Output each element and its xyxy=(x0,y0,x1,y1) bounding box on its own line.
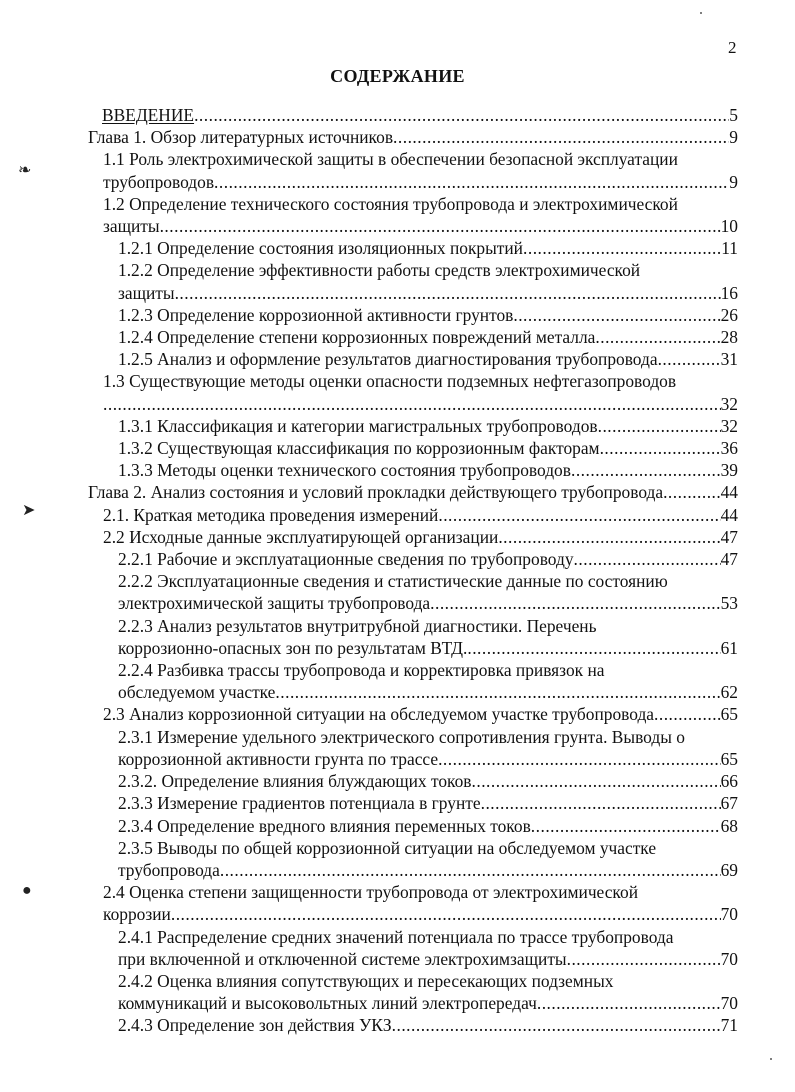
toc-entry-line xyxy=(118,304,738,326)
toc-entry-line xyxy=(118,548,738,570)
toc-entry[interactable] xyxy=(118,815,738,837)
dot-leader xyxy=(537,992,721,1014)
scan-mark-3: ● xyxy=(22,882,32,899)
toc-entry-line xyxy=(118,948,738,970)
toc-entry-page: 69 xyxy=(720,859,738,880)
toc-entry-page: 47 xyxy=(720,526,738,547)
toc-entry-page: 66 xyxy=(720,771,738,792)
dot-leader xyxy=(481,792,721,814)
toc-entry[interactable] xyxy=(102,104,738,126)
dot-leader xyxy=(194,104,729,126)
toc-entry-page: 26 xyxy=(720,304,738,325)
dot-leader xyxy=(574,548,721,570)
toc-entry[interactable] xyxy=(118,615,738,659)
toc-entry-line xyxy=(118,282,738,304)
toc-entry[interactable] xyxy=(118,548,738,570)
toc-entry-page: 65 xyxy=(720,704,738,725)
dot-leader xyxy=(498,526,720,548)
toc-entry[interactable] xyxy=(88,126,738,148)
toc-entry[interactable] xyxy=(118,259,738,303)
toc-entry-title: защиты xyxy=(118,282,175,303)
toc-entry-line xyxy=(103,903,738,925)
toc-entry-page: 11 xyxy=(721,238,738,259)
toc-entry-line xyxy=(118,748,738,770)
dot-leader xyxy=(531,815,721,837)
dot-leader xyxy=(467,637,720,659)
toc-entry[interactable] xyxy=(118,726,738,770)
toc-entry-line xyxy=(118,637,738,659)
toc-entry-title: 2.3.3 Измерение градиентов потенциала в грунте xyxy=(118,793,481,814)
toc-entry-title-first-line: 2.4.2 Оценка влияния сопутствующих и пересекающих подземных xyxy=(118,970,614,991)
toc-entry-page: 47 xyxy=(720,549,738,570)
toc-entry[interactable] xyxy=(118,659,738,703)
toc-entry[interactable] xyxy=(118,1014,738,1036)
toc-entry-title: 1.2.4 Определение степени коррозионных повреждений металла xyxy=(118,327,596,348)
toc-entry-line xyxy=(118,770,738,792)
toc-entry-title-first-line: 2.3.1 Измерение удельного электрического сопротивления грунта. Выводы о xyxy=(118,726,685,747)
dot-leader xyxy=(513,304,720,326)
toc-entry-title: 2.1. Краткая методика проведения измерений xyxy=(103,504,439,525)
dot-leader xyxy=(430,592,720,614)
toc-entry-title-first-line: 2.2.4 Разбивка трассы трубопровода и корректировка привязок на xyxy=(118,660,605,681)
toc-entry-title: 2.3.2. Определение влияния блуждающих токов xyxy=(118,771,472,792)
toc-entry-title-first-line: 1.2 Определение технического состояния трубопровода и электрохимической xyxy=(103,193,678,214)
toc-entry-title: трубопровода xyxy=(118,859,220,880)
toc-entry-page: 5 xyxy=(729,105,738,125)
toc-entry-page: 16 xyxy=(720,282,738,303)
toc-entry-page: 71 xyxy=(720,1015,738,1036)
toc-entry-page: 70 xyxy=(720,948,738,969)
scan-mark-1: ❧ xyxy=(18,162,32,179)
toc-entry-title: трубопроводов xyxy=(103,171,215,192)
toc-entry-line xyxy=(102,104,738,126)
toc-entry-title: 2.3.4 Определение вредного влияния переменных токов xyxy=(118,815,531,836)
toc-entry-page: 53 xyxy=(720,593,738,614)
scan-speck xyxy=(700,12,702,14)
toc-entry-line xyxy=(118,326,738,348)
toc-entry-title-first-line: 2.3.5 Выводы по общей коррозионной ситуации на обследуемом участке xyxy=(118,837,657,858)
toc-entry[interactable] xyxy=(118,970,738,1014)
toc-entry-line xyxy=(103,171,738,193)
toc-entry-line xyxy=(118,859,738,881)
toc-entry-line xyxy=(103,526,738,548)
toc-entry[interactable] xyxy=(118,459,738,481)
dot-leader xyxy=(472,770,721,792)
toc-entry-page: 32 xyxy=(720,415,738,436)
toc-entry-page: 61 xyxy=(720,637,738,658)
table-of-contents xyxy=(88,104,738,1037)
toc-entry[interactable] xyxy=(118,326,738,348)
toc-entry-line xyxy=(118,815,738,837)
toc-entry-line xyxy=(118,237,738,259)
toc-entry-title: коррозии xyxy=(103,904,171,925)
dot-leader xyxy=(663,481,721,503)
toc-entry[interactable] xyxy=(118,348,738,370)
toc-entry-line xyxy=(118,992,738,1014)
toc-entry[interactable] xyxy=(118,837,738,881)
toc-entry-page: 44 xyxy=(720,504,738,525)
toc-entry-title: при включенной и отключенной системе электрохимзащиты xyxy=(118,948,567,969)
toc-entry-title: коррозионной активности грунта по трассе xyxy=(118,748,439,769)
toc-entry[interactable] xyxy=(88,481,738,503)
toc-entry-title: ВВЕДЕНИЕ xyxy=(102,105,195,125)
toc-entry-page: 68 xyxy=(720,815,738,836)
toc-entry-line xyxy=(118,1014,738,1036)
toc-entry-page: 32 xyxy=(720,393,738,414)
dot-leader xyxy=(175,282,721,304)
toc-entry-title: электрохимической защиты трубопровода xyxy=(118,593,431,614)
page-number: 2 xyxy=(728,38,737,57)
dot-leader xyxy=(393,126,729,148)
toc-entry[interactable] xyxy=(118,570,738,614)
toc-entry-title-first-line: 1.1 Роль электрохимической защиты в обеспечении безопасной эксплуатации xyxy=(103,149,678,170)
toc-entry-title-first-line: 2.4.1 Распределение средних значений потенциала по трассе трубопровода xyxy=(118,926,674,947)
toc-entry-title: 2.2.1 Рабочие и эксплуатационные сведения по трубопроводу xyxy=(118,549,574,570)
toc-entry[interactable] xyxy=(103,370,738,414)
toc-entry-line xyxy=(103,504,738,526)
toc-entry-page: 67 xyxy=(720,793,738,814)
toc-entry-line xyxy=(118,348,738,370)
toc-entry-title: обследуемом участке xyxy=(118,682,276,703)
toc-entry-line xyxy=(118,437,738,459)
toc-entry-line xyxy=(118,681,738,703)
toc-entry-title: коррозионно-опасных зон по результатам ВТД. xyxy=(118,637,468,658)
toc-entry-page: 9 xyxy=(729,127,738,148)
toc-entry-line xyxy=(103,215,738,237)
dot-leader xyxy=(523,237,721,259)
toc-entry-title-first-line: 1.3 Существующие методы оценки опасности подземных нефтегазопроводов xyxy=(103,371,677,392)
toc-entry-line xyxy=(88,126,738,148)
toc-entry-line xyxy=(118,415,738,437)
dot-leader xyxy=(103,393,721,415)
toc-entry-line xyxy=(88,481,738,503)
dot-leader xyxy=(600,437,721,459)
toc-entry-page: 65 xyxy=(720,748,738,769)
toc-entry-line xyxy=(118,792,738,814)
toc-entry-line xyxy=(103,393,738,415)
toc-entry[interactable] xyxy=(118,437,738,459)
toc-entry-title: 1.3.1 Классификация и категории магистральных трубопроводов xyxy=(118,415,598,436)
dot-leader xyxy=(438,748,721,770)
dot-leader xyxy=(567,948,721,970)
toc-entry[interactable] xyxy=(103,193,738,237)
dot-leader xyxy=(275,681,720,703)
toc-entry[interactable] xyxy=(103,703,738,725)
toc-entry-line xyxy=(103,703,738,725)
toc-entry-title: 2.4.3 Определение зон действия УКЗ xyxy=(118,1015,392,1036)
toc-entry-title: 1.3.3 Методы оценки технического состояния трубопроводов xyxy=(118,460,571,481)
toc-entry-title: 2.3 Анализ коррозионной ситуации на обследуемом участке трубопровода xyxy=(103,704,655,725)
toc-entry-line xyxy=(118,459,738,481)
dot-leader xyxy=(654,703,721,725)
toc-entry-title: 2.2 Исходные данные эксплуатирующей организации xyxy=(103,526,499,547)
toc-entry[interactable] xyxy=(118,792,738,814)
toc-entry-page: 70 xyxy=(720,904,738,925)
toc-entry-title: 1.2.1 Определение состояния изоляционных покрытий xyxy=(118,238,523,259)
toc-entry-page: 31 xyxy=(720,349,738,370)
dot-leader xyxy=(438,504,720,526)
scan-mark-2: ➤ xyxy=(22,502,36,519)
dot-leader xyxy=(220,859,721,881)
toc-entry-line xyxy=(118,592,738,614)
dot-leader xyxy=(160,215,721,237)
toc-entry-title: 1.3.2 Существующая классификация по коррозионным факторам xyxy=(118,438,600,459)
toc-entry-page: 70 xyxy=(720,993,738,1014)
toc-entry-title: 1.2.5 Анализ и оформление результатов диагностирования трубопровода xyxy=(118,349,658,370)
toc-entry-title: защиты xyxy=(103,216,160,237)
dot-leader xyxy=(658,348,721,370)
toc-entry-title-first-line: 2.2.2 Эксплуатационные сведения и статистические данные по состоянию xyxy=(118,571,668,592)
toc-entry[interactable] xyxy=(118,304,738,326)
dot-leader xyxy=(392,1014,721,1036)
toc-entry[interactable] xyxy=(118,926,738,970)
dot-leader xyxy=(595,326,720,348)
page-title: СОДЕРЖАНИЕ xyxy=(330,66,465,86)
scan-speck xyxy=(770,1058,772,1060)
toc-entry-title-first-line: 1.2.2 Определение эффективности работы средств электрохимической xyxy=(118,260,641,281)
toc-entry[interactable] xyxy=(103,148,738,192)
toc-entry[interactable] xyxy=(103,504,738,526)
toc-entry-page: 39 xyxy=(720,460,738,481)
toc-entry-page: 9 xyxy=(729,171,738,192)
toc-entry[interactable] xyxy=(103,526,738,548)
toc-entry[interactable] xyxy=(118,770,738,792)
toc-entry-page: 28 xyxy=(720,327,738,348)
toc-entry-title: Глава 2. Анализ состояния и условий прокладки действующего трубопровода xyxy=(88,482,664,503)
toc-entry[interactable] xyxy=(118,237,738,259)
toc-entry-page: 36 xyxy=(720,438,738,459)
dot-leader xyxy=(571,459,721,481)
toc-entry-page: 44 xyxy=(720,482,738,503)
toc-entry-page: 62 xyxy=(720,682,738,703)
toc-entry-title: Глава 1. Обзор литературных источников xyxy=(88,127,394,148)
toc-entry-title: 1.2.3 Определение коррозионной активности грунтов xyxy=(118,304,514,325)
toc-entry-title-first-line: 2.4 Оценка степени защищенности трубопровода от электрохимической xyxy=(103,882,638,903)
dot-leader xyxy=(171,903,721,925)
toc-entry[interactable] xyxy=(118,415,738,437)
dot-leader xyxy=(598,415,721,437)
toc-entry-title-first-line: 2.2.3 Анализ результатов внутритрубной диагностики. Перечень xyxy=(118,615,597,636)
dot-leader xyxy=(214,171,729,193)
toc-entry-title: коммуникаций и высоковольтных линий электропередач xyxy=(118,993,537,1014)
toc-entry-page: 10 xyxy=(720,216,738,237)
toc-entry[interactable] xyxy=(103,881,738,925)
